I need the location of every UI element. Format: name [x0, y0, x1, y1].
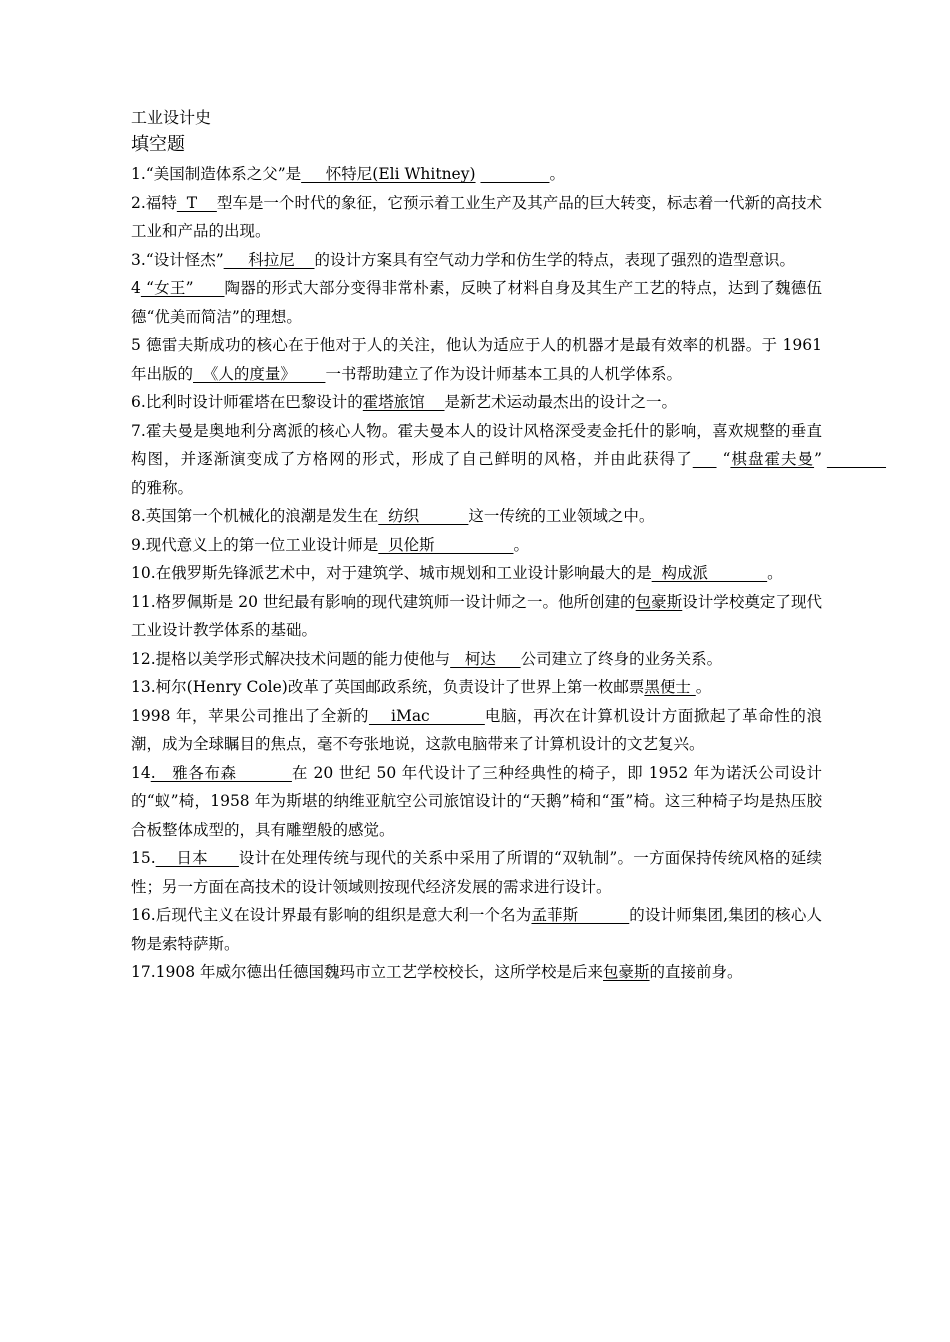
question-item — [131, 531, 822, 560]
question-text: 。 — [695, 678, 712, 696]
answer-blank: 包豪斯 — [603, 963, 650, 981]
answer-blank: iMac — [368, 706, 485, 725]
question-text: 7.霍夫曼是奥地利分离派的核心人物。霍夫曼本人的设计风格深受麦金托什的影响，喜欢规整的垂直构图，并逐渐演变成了方格网的形式，形成了自己鲜明的风格，并由此获得了 — [131, 421, 822, 468]
answer-blank: 孟菲斯 — [531, 906, 630, 924]
question-text: 。 — [767, 564, 783, 582]
answer-blank: 构成派 — [651, 564, 768, 582]
answer-blank: 霍塔旅馆 — [362, 393, 445, 411]
answer-blank: 柯达 — [450, 649, 521, 668]
answer-blank: T — [176, 193, 217, 212]
question-text: 15. — [131, 849, 156, 867]
question-text: 的雅称。 — [131, 478, 194, 497]
question-text: 公司建立了终身的业务关系。 — [520, 649, 723, 668]
answer-blank — [693, 450, 717, 468]
question-item — [131, 331, 827, 388]
question-text: 11.格罗佩斯是 20 世纪最有影响的现代建筑师一设计师之一。他所创建的 — [131, 592, 636, 611]
question-text: “ — [716, 450, 731, 468]
question-text: 13.柯尔(Henry Cole)改革了英国邮政系统，负责设计了世界上第一枚邮票 — [131, 678, 645, 696]
question-text: 是新艺术运动最杰出的设计之一。 — [444, 393, 678, 411]
question-item — [131, 759, 822, 845]
answer-blank: 日本 — [155, 849, 239, 867]
question-text: 设计学校奠定了现代工业设计教学体系的基础。 — [131, 592, 822, 639]
question-item — [131, 417, 827, 503]
question-text: 这一传统的工业领域之中。 — [468, 507, 655, 525]
question-text: 的设计方案具有空气动力学和仿生学的特点，表现了强烈的造型意识。 — [314, 250, 795, 269]
question-text: 一书帮助建立了作为设计师基本工具的人机学体系。 — [325, 364, 682, 383]
question-item — [131, 160, 822, 189]
answer-blank — [480, 165, 549, 183]
answer-blank: 怀特尼(Eli Whitney) — [301, 165, 476, 183]
answer-blank: 科拉尼 — [223, 250, 315, 269]
question-text: 的设计师集团,集团的核心人物是索特萨斯。 — [131, 906, 822, 953]
question-text: 17.1908 年威尔德出任德国魏玛市立工艺学校校长，这所学校是后来 — [131, 963, 604, 981]
question-text: 设计在处理传统与现代的关系中采用了所谓的“双轨制”。一方面保持传统风格的延续性；另一方面在高技术的设计领域则按现代经济发展的需求进行设计。 — [131, 849, 822, 896]
question-item — [131, 702, 822, 759]
document-page — [131, 104, 827, 987]
answer-blank: 贝伦斯 — [378, 535, 514, 554]
question-text: 的直接前身。 — [649, 963, 743, 981]
question-item — [131, 844, 822, 901]
question-text: 10.在俄罗斯先锋派艺术中，对于建筑学、城市规划和工业设计影响最大的是 — [131, 564, 652, 582]
question-text: 16.后现代主义在设计界最有影响的组织是意大利一个名为 — [131, 906, 532, 924]
answer-blank: 棋盘霍夫曼 — [730, 450, 815, 468]
question-text: 2.福特 — [131, 193, 177, 212]
question-text: 5 德雷夫斯成功的核心在于他对于人的关注，他认为适应于人的机器才是最有效率的机器。于 1961 年出版的 — [131, 336, 827, 383]
document-title: 工业设计史 — [131, 108, 212, 127]
question-item — [131, 559, 822, 588]
question-text: 陶器的形式大部分变得非常朴素，反映了材料自身及其生产工艺的特点，达到了魏德伍德“优美而简洁”的理想。 — [131, 279, 822, 326]
question-text: 1998 年，苹果公司推出了全新的 — [131, 706, 369, 725]
answer-blank: “女王” — [140, 279, 225, 297]
question-text: 。 — [549, 165, 565, 183]
question-item — [131, 388, 822, 417]
question-text: 。 — [513, 535, 529, 554]
answer-blank: 纺织 — [378, 507, 469, 525]
question-text: 8.英国第一个机械化的浪潮是发生在 — [131, 507, 379, 525]
question-text: 3.“设计怪杰” — [131, 250, 224, 269]
question-text: 12.提格以美学形式解决技术问题的能力使他与 — [131, 649, 451, 668]
question-item — [131, 958, 822, 987]
question-item — [131, 588, 822, 645]
answer-blank: 《人的度量》 — [193, 364, 326, 383]
question-item — [131, 274, 822, 331]
answer-blank: 黑便士 — [644, 678, 696, 696]
question-list — [131, 160, 827, 987]
question-text: 电脑，再次在计算机设计方面掀起了革命性的浪潮，成为全球瞩目的焦点，毫不夸张地说，这款电脑带来了计算机设计的文艺复兴。 — [131, 706, 822, 753]
question-item — [131, 901, 822, 958]
question-text: ” — [814, 450, 827, 468]
question-item — [131, 246, 822, 275]
question-text: 在 20 世纪 50 年代设计了三种经典性的椅子，即 1952 年为诺沃公司设计的“蚁”椅，1958 年为斯堪的纳维亚航空公司旅馆设计的“天鹅”椅和“蛋”椅。这三种椅子均是热压胶合板整体成型的，具有雕塑般的感觉。 — [131, 763, 822, 839]
question-text: 14 — [131, 763, 151, 782]
question-item — [131, 189, 822, 246]
question-text: 6.比利时设计师霍塔在巴黎设计的 — [131, 393, 363, 411]
section-heading: 填空题 — [131, 134, 185, 155]
answer-blank: 包豪斯 — [635, 592, 683, 611]
question-text: 1.“美国制造体系之父”是 — [131, 165, 302, 183]
question-item — [131, 673, 822, 702]
answer-blank: . 雅各布森 — [150, 763, 292, 782]
answer-blank — [827, 450, 886, 468]
question-item — [131, 502, 822, 531]
question-text: 型车是一个时代的象征，它预示着工业生产及其产品的巨大转变，标志着一代新的高技术工业和产品的出现。 — [131, 193, 822, 240]
question-text: 9.现代意义上的第一位工业设计师是 — [131, 535, 379, 554]
question-item — [131, 645, 822, 674]
question-text: 4 — [131, 279, 141, 297]
